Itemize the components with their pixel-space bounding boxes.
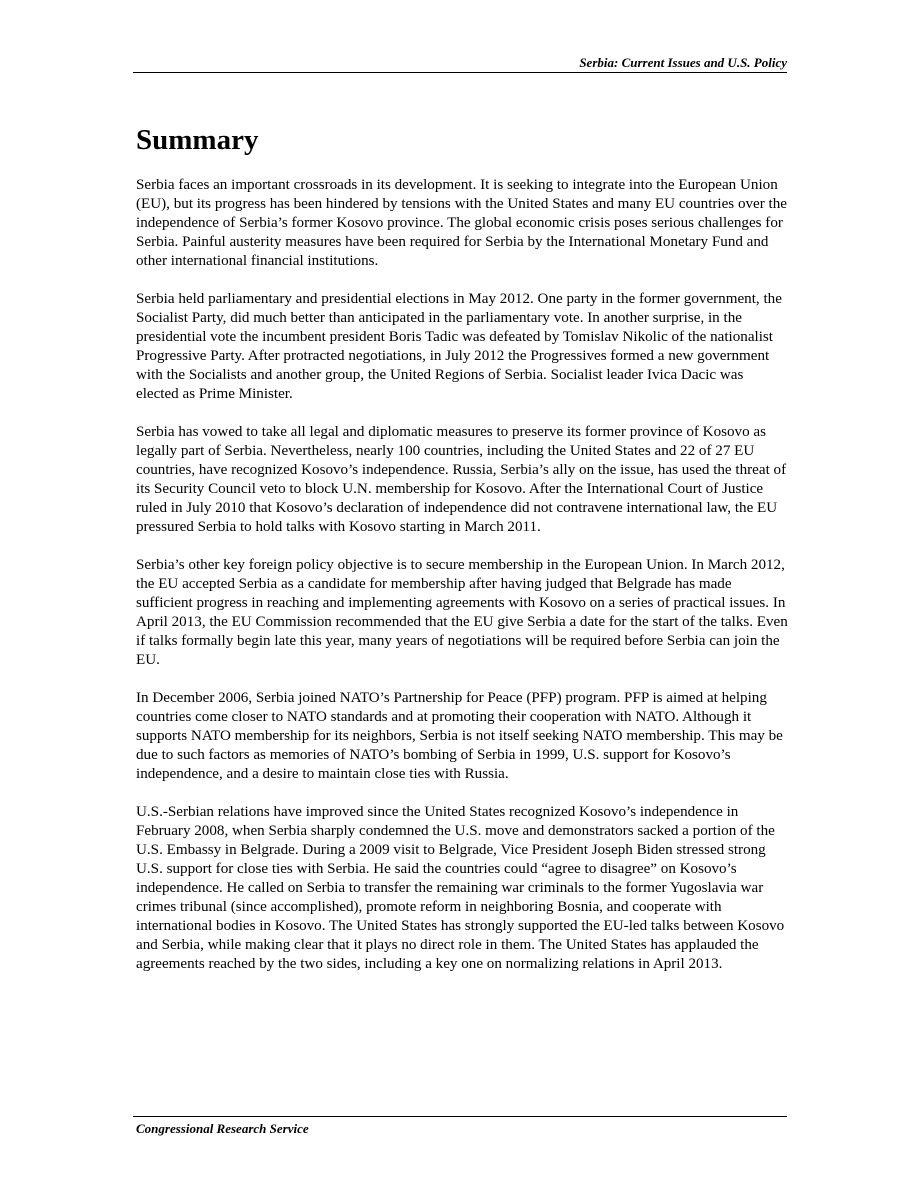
running-footer: Congressional Research Service bbox=[136, 1121, 309, 1136]
summary-paragraph: In December 2006, Serbia joined NATO’s Partnership for Peace (PFP) program. PFP is aimed at helping countries come closer to NATO standards and at promoting their cooperation with NATO. Although it supports NATO membership for its neighbors, Serbia is not itself seeking NATO membership. This may be due to such factors as memories of NATO’s bombing of Serbia in 1999, U.S. support for Kosovo’s independence, and a desire to maintain close ties with Russia. bbox=[136, 690, 783, 782]
summary-paragraph: Serbia faces an important crossroads in its development. It is seeking to integrate into the European Union (EU), but its progress has been hindered by tensions with the United States and many EU countries over the independence of Serbia’s former Kosovo province. The global economic crisis poses serious challenges for Serbia. Painful austerity measures have been required for Serbia by the International Monetary Fund and other international financial institutions. bbox=[136, 177, 787, 269]
header-divider bbox=[133, 72, 787, 73]
summary-paragraph: Serbia’s other key foreign policy objective is to secure membership in the European Union. In March 2012, the EU accepted Serbia as a candidate for membership after having judged that Belgrade has made sufficient progress in reaching and implementing agreements with Kosovo on a series of practical issues. In April 2013, the EU Commission recommended that the EU give Serbia a date for the start of the talks. Even if talks formally begin late this year, many years of negotiations will be required before Serbia can join the EU. bbox=[136, 557, 788, 668]
footer-divider bbox=[133, 1116, 787, 1117]
page-title: Summary bbox=[136, 124, 259, 156]
running-header: Serbia: Current Issues and U.S. Policy bbox=[579, 55, 787, 70]
summary-paragraph: Serbia held parliamentary and presidential elections in May 2012. One party in the former government, the Socialist Party, did much better than anticipated in the parliamentary vote. In another surprise, in the presidential vote the incumbent president Boris Tadic was defeated by Tomislav Nikolic of the nationalist Progressive Party. After protracted negotiations, in July 2012 the Progressives formed a new government with the Socialists and another group, the United Regions of Serbia. Socialist leader Ivica Dacic was elected as Prime Minister. bbox=[136, 291, 782, 402]
summary-body bbox=[136, 176, 788, 993]
summary-paragraph: U.S.-Serbian relations have improved since the United States recognized Kosovo’s independence in February 2008, when Serbia sharply condemned the U.S. move and demonstrators sacked a portion of the U.S. Embassy in Belgrade. During a 2009 visit to Belgrade, Vice President Joseph Biden stressed strong U.S. support for close ties with Serbia. He said the countries could “agree to disagree” on Kosovo’s independence. He called on Serbia to transfer the remaining war criminals to the former Yugoslavia war crimes tribunal (since accomplished), promote reform in neighboring Bosnia, and cooperate with international bodies in Kosovo. The United States has strongly supported the EU-led talks between Kosovo and Serbia, while making clear that it plays no direct role in them. The United States has applauded the agreements reached by the two sides, including a key one on normalizing relations in April 2013. bbox=[136, 804, 785, 972]
summary-paragraph: Serbia has vowed to take all legal and diplomatic measures to preserve its former province of Kosovo as legally part of Serbia. Nevertheless, nearly 100 countries, including the United States and 22 of 27 EU countries, have recognized Kosovo’s independence. Russia, Serbia’s ally on the issue, has used the threat of its Security Council veto to block U.N. membership for Kosovo. After the International Court of Justice ruled in July 2010 that Kosovo’s declaration of independence did not contravene international law, the EU pressured Serbia to hold talks with Kosovo starting in March 2011. bbox=[136, 424, 787, 535]
